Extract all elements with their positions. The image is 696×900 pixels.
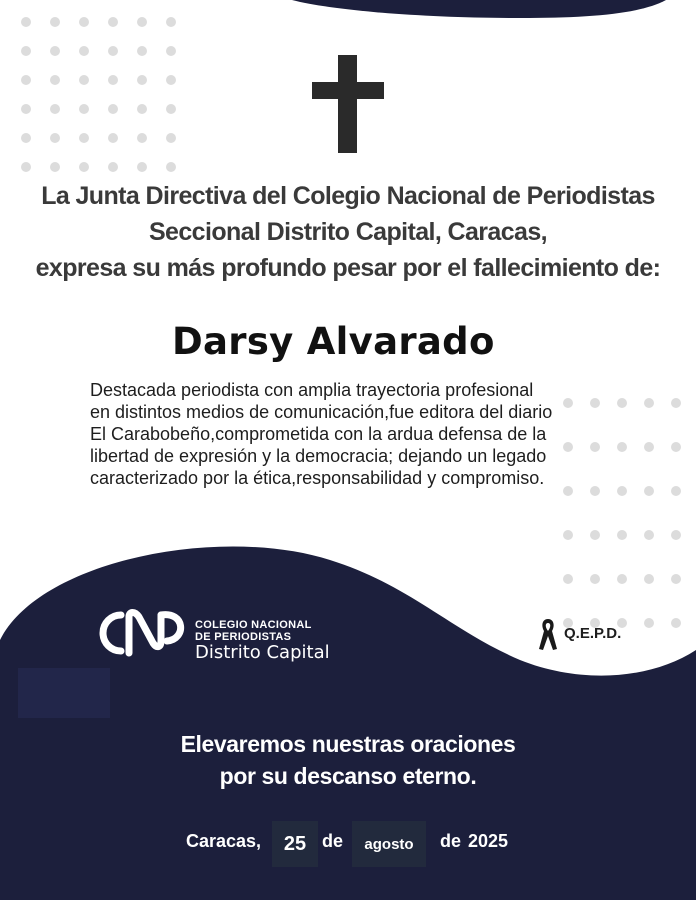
decor-dot	[166, 133, 176, 143]
decor-dot	[137, 17, 147, 27]
decor-dot	[50, 104, 60, 114]
decor-dot	[671, 618, 681, 628]
date-de-2: de	[440, 831, 462, 851]
decor-dot	[137, 104, 147, 114]
date-city: Caracas,	[186, 831, 262, 851]
decor-dot	[50, 162, 60, 172]
decor-dot	[137, 162, 147, 172]
decor-dot	[166, 46, 176, 56]
decor-dot	[671, 530, 681, 540]
decor-dot	[671, 486, 681, 496]
deceased-bio: Destacada periodista con amplia trayectoria profesional en distintos medios de comunicación,fue editora del diario El Carabobeño,comprometida con la ardua defensa de la libertad de expresión y la democracia; dejando un legado caracterizado por la ética,responsabilidad y compromiso.	[90, 380, 553, 488]
header-line-3: expresa su más profundo pesar por el fallecimiento de:	[35, 254, 661, 282]
logo-line-3: Distrito Capital	[195, 642, 330, 663]
decor-dot	[108, 162, 118, 172]
decor-dot	[671, 398, 681, 408]
decor-dot	[108, 46, 118, 56]
decor-dot	[166, 17, 176, 27]
decor-dot	[108, 104, 118, 114]
decor-dot	[50, 133, 60, 143]
decor-dot	[590, 574, 600, 584]
date-de-1: de	[322, 831, 344, 851]
decor-dot	[79, 133, 89, 143]
decor-dot	[137, 46, 147, 56]
decor-dot	[644, 486, 654, 496]
decor-dot	[21, 162, 31, 172]
decor-dot	[108, 17, 118, 27]
decor-dot	[79, 104, 89, 114]
qepd-label: Q.E.P.D.	[564, 625, 622, 642]
decor-dot	[21, 133, 31, 143]
decor-dot	[50, 46, 60, 56]
decor-dot	[671, 574, 681, 584]
cnp-logo-icon	[95, 603, 190, 663]
shadow-block	[18, 668, 110, 718]
date-year: 2025	[468, 831, 509, 851]
decor-dot	[79, 75, 89, 85]
decor-dot	[644, 618, 654, 628]
decor-dot	[21, 46, 31, 56]
prayer-line-1: Elevaremos nuestras oraciones	[180, 731, 516, 757]
logo-line-1: COLEGIO NACIONAL	[195, 619, 312, 631]
deceased-name: Darsy Alvarado	[172, 320, 495, 363]
decor-dot	[137, 75, 147, 85]
decor-dot	[617, 530, 627, 540]
decor-dot	[644, 574, 654, 584]
decor-dot	[563, 574, 573, 584]
decor-dot	[108, 133, 118, 143]
decor-dot	[79, 17, 89, 27]
decor-dot	[137, 133, 147, 143]
decor-dot	[644, 530, 654, 540]
mourning-ribbon-icon	[538, 617, 558, 651]
header-line-1: La Junta Directiva del Colegio Nacional de Periodistas	[41, 182, 655, 210]
decor-dot	[50, 17, 60, 27]
decor-dot	[671, 442, 681, 452]
decor-dot	[166, 75, 176, 85]
decor-dot	[590, 530, 600, 540]
decor-dot	[617, 574, 627, 584]
decor-dot	[644, 442, 654, 452]
dots-top-left	[18, 14, 193, 174]
decor-dot	[21, 17, 31, 27]
decor-dot	[166, 104, 176, 114]
decor-dot	[166, 162, 176, 172]
decor-dot	[563, 530, 573, 540]
decor-dot	[79, 46, 89, 56]
logo-line-2: DE PERIODISTAS	[195, 631, 292, 643]
decor-dot	[21, 104, 31, 114]
decor-dot	[79, 162, 89, 172]
date-month-box: agosto	[352, 821, 426, 867]
prayer-line-2: por su descanso eterno.	[219, 763, 477, 789]
date-day-box: 25	[272, 821, 318, 867]
top-arc	[292, 0, 666, 18]
decor-dot	[644, 398, 654, 408]
decor-dot	[108, 75, 118, 85]
header-line-2: Seccional Distrito Capital, Caracas,	[148, 218, 547, 246]
decor-dot	[21, 75, 31, 85]
decor-dot	[50, 75, 60, 85]
